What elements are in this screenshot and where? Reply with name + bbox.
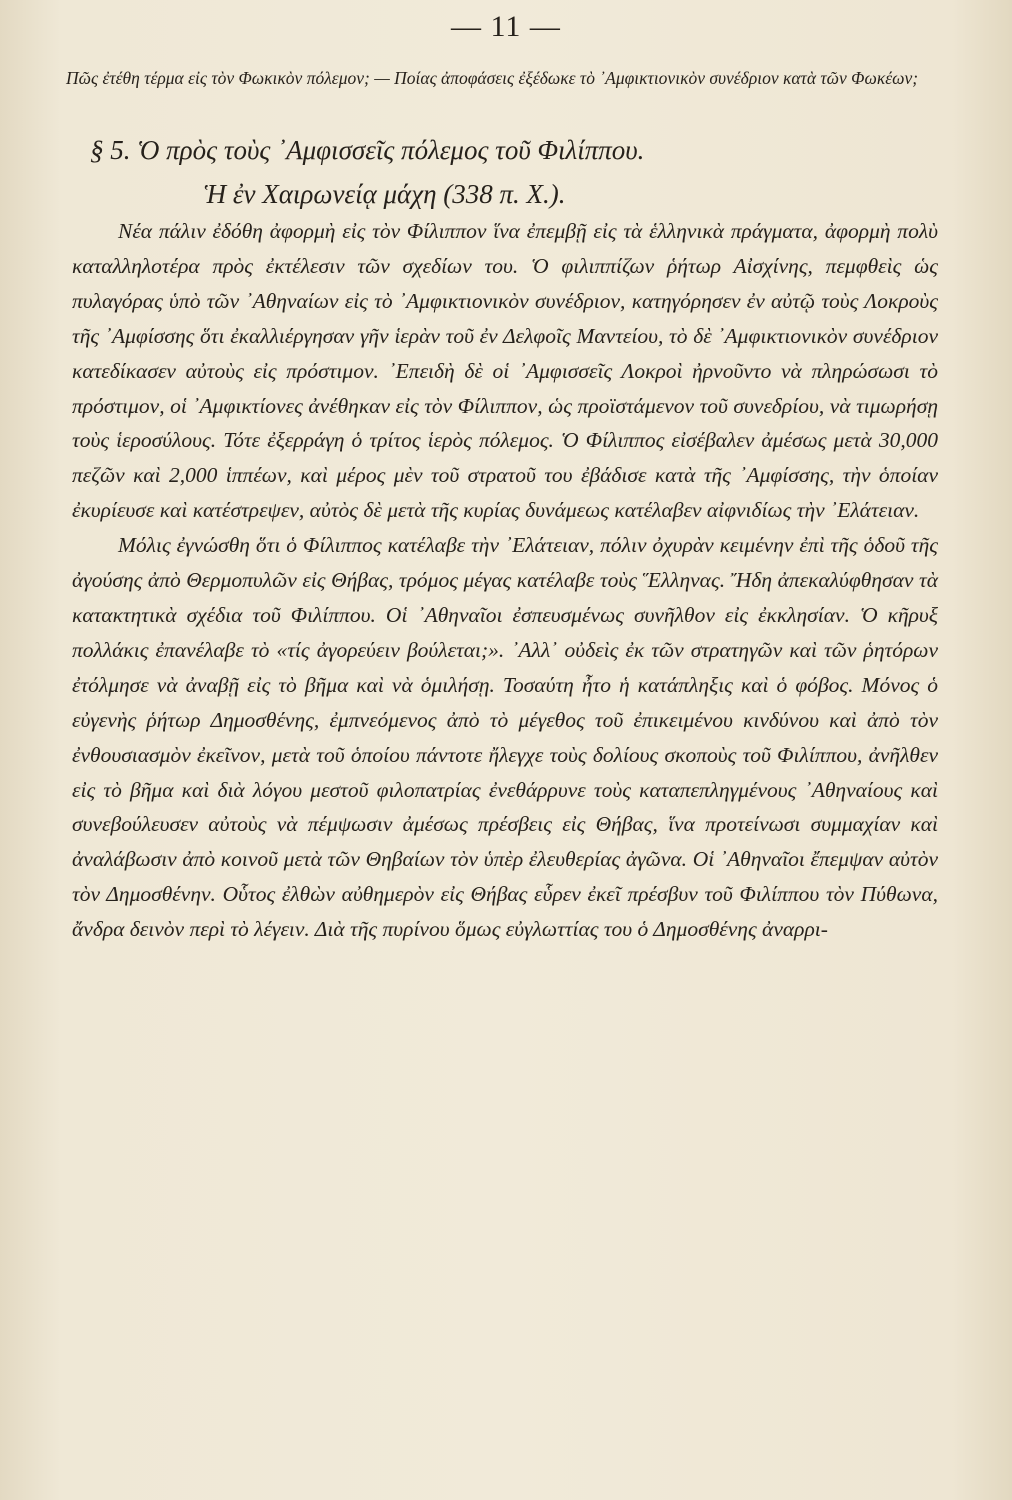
section-title-line-2: Ἡ ἐν Χαιρωνείᾳ μάχη (338 π. Χ.). (204, 179, 566, 209)
body-text (72, 214, 938, 947)
paragraph-1: Νέα πάλιν ἐδόθη ἀφορμὴ εἰς τὸν Φίλιππον ἵνα ἐπεμβῇ εἰς τὰ ἑλληνικὰ πράγματα, ἀφορμὴ πολὺ καταλληλοτέρα πρὸς ἐκτέλεσιν τῶν σχεδίων του. Ὁ φιλιππίζων ῥήτωρ Αἰσχίνης, πεμφθεὶς ὡς πυλαγόρας ὑπὸ τῶν ᾿Αθηναίων εἰς τὸ ᾿Αμφικτιονικὸν συνέδριον, κατηγόρησεν ἐν αὐτῷ τοὺς Λοκροὺς τῆς ᾿Αμφίσσης ὅτι ἐκαλλιέργησαν γῆν ἱερὰν τοῦ ἐν Δελφοῖς Μαντείου, τὸ δὲ ᾿Αμφικτιονικὸν συνέδριον κατεδίκασεν αὐτοὺς εἰς πρόστιμον. ᾿Επειδὴ δὲ οἱ ᾿Αμφισσεῖς Λοκροὶ ἠρνοῦντο νὰ πληρώσωσι τὸ πρόστιμον, οἱ ᾿Αμφικτίονες ἀνέθηκαν εἰς τὸν Φίλιππον, ὡς προϊστάμενον τοῦ συνεδρίου, νὰ τιμωρήσῃ τοὺς ἱεροσύλους. Τότε ἐξερράγη ὁ τρίτος ἱερὸς πόλεμος. Ὁ Φίλιππος εἰσέβαλεν ἀμέσως μετὰ 30,000 πεζῶν καὶ 2,000 ἱππέων, καὶ μέρος μὲν τοῦ στρατοῦ του ἐβάδισε κατὰ τῆς ᾿Αμφίσσης, τὴν ὁποίαν ἐκυρίευσε καὶ κατέστρεψεν, αὐτὸς δὲ μετὰ τῆς κυρίας δυνάμεως κατέλαβεν αἰφνιδίως τὴν ᾿Ελάτειαν. (72, 219, 938, 523)
review-questions: Πῶς ἐτέθη τέρμα εἰς τὸν Φωκικὸν πόλεμον; — Ποίας ἀποφάσεις ἐξέδωκε τὸ ᾿Αμφικτιονικὸν συνέδριον κατὰ τῶν Φωκέων; (66, 68, 919, 88)
section-heading (66, 128, 946, 216)
paragraph-2: Μόλις ἐγνώσθη ὅτι ὁ Φίλιππος κατέλαβε τὴν ᾿Ελάτειαν, πόλιν ὀχυρὰν κειμένην ἐπὶ τῆς ὁδοῦ τῆς ἀγούσης ἀπὸ Θερμοπυλῶν εἰς Θήβας, τρόμος μέγας κατέλαβε τοὺς Ἕλληνας. Ἤδη ἀπεκαλύφθησαν τὰ κατακτητικὰ σχέδια τοῦ Φιλίππου. Οἱ ᾿Αθηναῖοι ἐσπευσμένως συνῆλθον εἰς ἐκκλησίαν. Ὁ κῆρυξ πολλάκις ἐπανέλαβε τὸ «τίς ἀγορεύειν βούλεται;». ᾿Αλλ᾿ οὐδεὶς ἐκ τῶν στρατηγῶν καὶ τῶν ῥητόρων ἐτόλμησε νὰ ἀναβῇ εἰς τὸ βῆμα καὶ νὰ ὁμιλήσῃ. Τοσαύτη ἦτο ἡ κατάπληξις καὶ ὁ φόβος. Μόνος ὁ εὐγενὴς ῥήτωρ Δημοσθένης, ἐμπνεόμενος ἀπὸ τὸ μέγεθος τοῦ ἐπικειμένου κινδύνου καὶ ἀπὸ τὸν ἐνθουσιασμὸν ἐκεῖνον, μετὰ τοῦ ὁποίου πάντοτε ἤλεγχε τοὺς δολίους σκοποὺς τοῦ Φιλίππου, ἀνῆλθεν εἰς τὸ βῆμα καὶ διὰ λόγου μεστοῦ φιλοπατρίας ἐνεθάρρυνε τοὺς καταπεπληγμένους ᾿Αθηναίους καὶ συνεβούλευσεν αὐτοὺς νὰ πέμψωσιν ἀμέσως πρέσβεις εἰς Θήβας, ἵνα προτείνωσι συμμαχίαν καὶ ἀναλάβωσιν ἀπὸ κοινοῦ μετὰ τῶν Θηβαίων τὸν ὑπὲρ ἐλευθερίας ἀγῶνα. Οἱ ᾿Αθηναῖοι ἔπεμψαν αὐτὸν τὸν Δημοσθένην. Οὗτος ἐλθὼν αὐθημερὸν εἰς Θήβας εὗρεν ἐκεῖ πρέσβυν τοῦ Φιλίππου τὸν Πύθωνα, ἄνδρα δεινὸν περὶ τὸ λέγειν. Διὰ τῆς πυρίνου ὅμως εὐγλωττίας του ὁ Δημοσθένης ἀναρρι- (72, 533, 938, 942)
page-number: — 11 — (451, 10, 561, 43)
section-title-line-1: § 5. Ὁ πρὸς τοὺς ᾿Αμφισσεῖς πόλεμος τοῦ Φιλίππου. (90, 135, 645, 165)
